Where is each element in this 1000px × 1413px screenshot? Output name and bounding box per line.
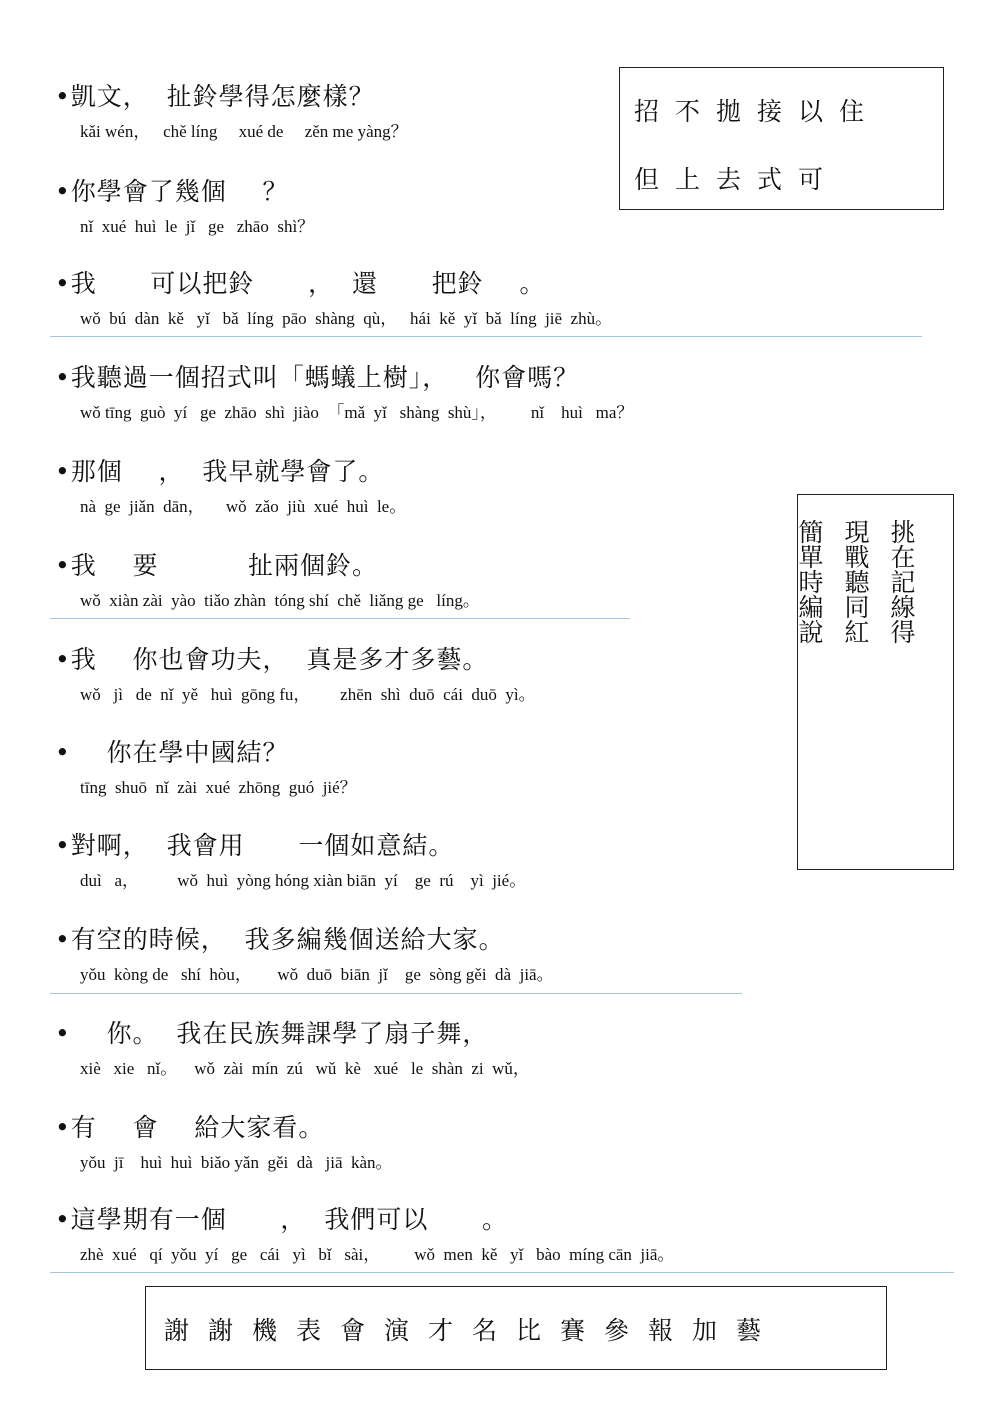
sentence-pinyin: wǒ bú dàn kě yǐ bǎ líng pāo shàng qù， hái kě yǐ bǎ líng jiē zhù。 xyxy=(80,309,613,328)
sentence-line xyxy=(55,1200,955,1280)
word-bank-row: 謝謝機表會演才名比賽參報加藝 xyxy=(164,1316,781,1345)
sentence-line xyxy=(55,920,955,1000)
word-bank-column: 現戰聽同紅 xyxy=(841,519,870,644)
sentence-pinyin: tīng shuō nǐ zài xué zhōng guó jié？ xyxy=(80,778,357,797)
sentence-pinyin: xiè xie nǐ。 wǒ zài mín zú wǔ kè xué le shàn zi wǔ， xyxy=(80,1059,530,1078)
sentence-pinyin: kǎi wén， chě líng xué de zěn me yàng？ xyxy=(80,122,408,141)
sentence-hanzi: •我 要 扯兩個鈴。 xyxy=(55,551,379,580)
sentence-pinyin: yǒu jī huì huì biǎo yǎn gěi dà jiā kàn。 xyxy=(80,1153,393,1172)
sentence-hanzi: •凱文， 扯鈴學得怎麼樣？ xyxy=(55,82,375,111)
separator-line xyxy=(50,618,630,619)
word-bank-top xyxy=(619,67,944,210)
sentence-hanzi: •我聽過一個招式叫「螞蟻上樹」， 你會嗎？ xyxy=(55,363,580,392)
sentence-hanzi: •那個 ， 我早就學會了。 xyxy=(55,457,385,486)
word-bank-right xyxy=(797,494,954,870)
sentence-pinyin: wǒ tīng guò yí ge zhāo shì jiào 「mǎ yǐ shàng shù」， nǐ huì ma？ xyxy=(80,403,634,422)
sentence-hanzi: •這學期有一個 ， 我們可以 。 xyxy=(55,1205,509,1234)
sentence-pinyin: wǒ jì de nǐ yě huì gōng fu， zhēn shì duō cái duō yì。 xyxy=(80,685,536,704)
sentence-pinyin: wǒ xiàn zài yào tiǎo zhàn tóng shí chě liǎng ge líng。 xyxy=(80,591,480,610)
sentence-line xyxy=(55,1014,955,1094)
word-bank-column: 挑在記線得 xyxy=(887,519,916,644)
sentence-hanzi: •我 你也會功夫， 真是多才多藝。 xyxy=(55,645,489,674)
sentence-line xyxy=(55,264,955,344)
sentence-hanzi: •你學會了幾個 ？ xyxy=(55,177,289,206)
sentence-line xyxy=(55,1108,955,1188)
sentence-pinyin: nà ge jiǎn dān， wǒ zǎo jiù xué huì le。 xyxy=(80,497,407,516)
sentence-line xyxy=(55,358,955,438)
sentence-hanzi: •有空的時候， 我多編幾個送給大家。 xyxy=(55,925,505,954)
separator-line xyxy=(50,336,922,337)
word-bank-row: 但上去式可 xyxy=(634,165,840,194)
sentence-hanzi: •對啊， 我會用 一個如意結。 xyxy=(55,831,455,860)
sentence-pinyin: yǒu kòng de shí hòu， wǒ duō biān jǐ ge sòng gěi dà jiā。 xyxy=(80,965,554,984)
sentence-pinyin: zhè xué qí yǒu yí ge cái yì bǐ sài， wǒ men kě yǐ bào míng cān jiā。 xyxy=(80,1245,675,1264)
word-bank-row: 招不拋接以住 xyxy=(634,97,881,126)
sentence-pinyin: nǐ xué huì le jǐ ge zhāo shì？ xyxy=(80,217,315,236)
separator-line xyxy=(50,993,742,994)
sentence-hanzi: • 你。 我在民族舞課學了扇子舞， xyxy=(55,1019,489,1048)
word-bank-column: 簡單時編說 xyxy=(795,519,824,644)
word-bank-bottom xyxy=(145,1286,887,1370)
separator-line xyxy=(50,1272,954,1273)
sentence-hanzi: • 你在學中國結？ xyxy=(55,738,289,767)
sentence-hanzi: •有 會 給大家看。 xyxy=(55,1113,325,1142)
sentence-pinyin: duì a， wǒ huì yòng hóng xiàn biān yí ge rú yì jié。 xyxy=(80,871,527,890)
sentence-hanzi: •我 可以把鈴 ， 還 把鈴 。 xyxy=(55,269,546,298)
